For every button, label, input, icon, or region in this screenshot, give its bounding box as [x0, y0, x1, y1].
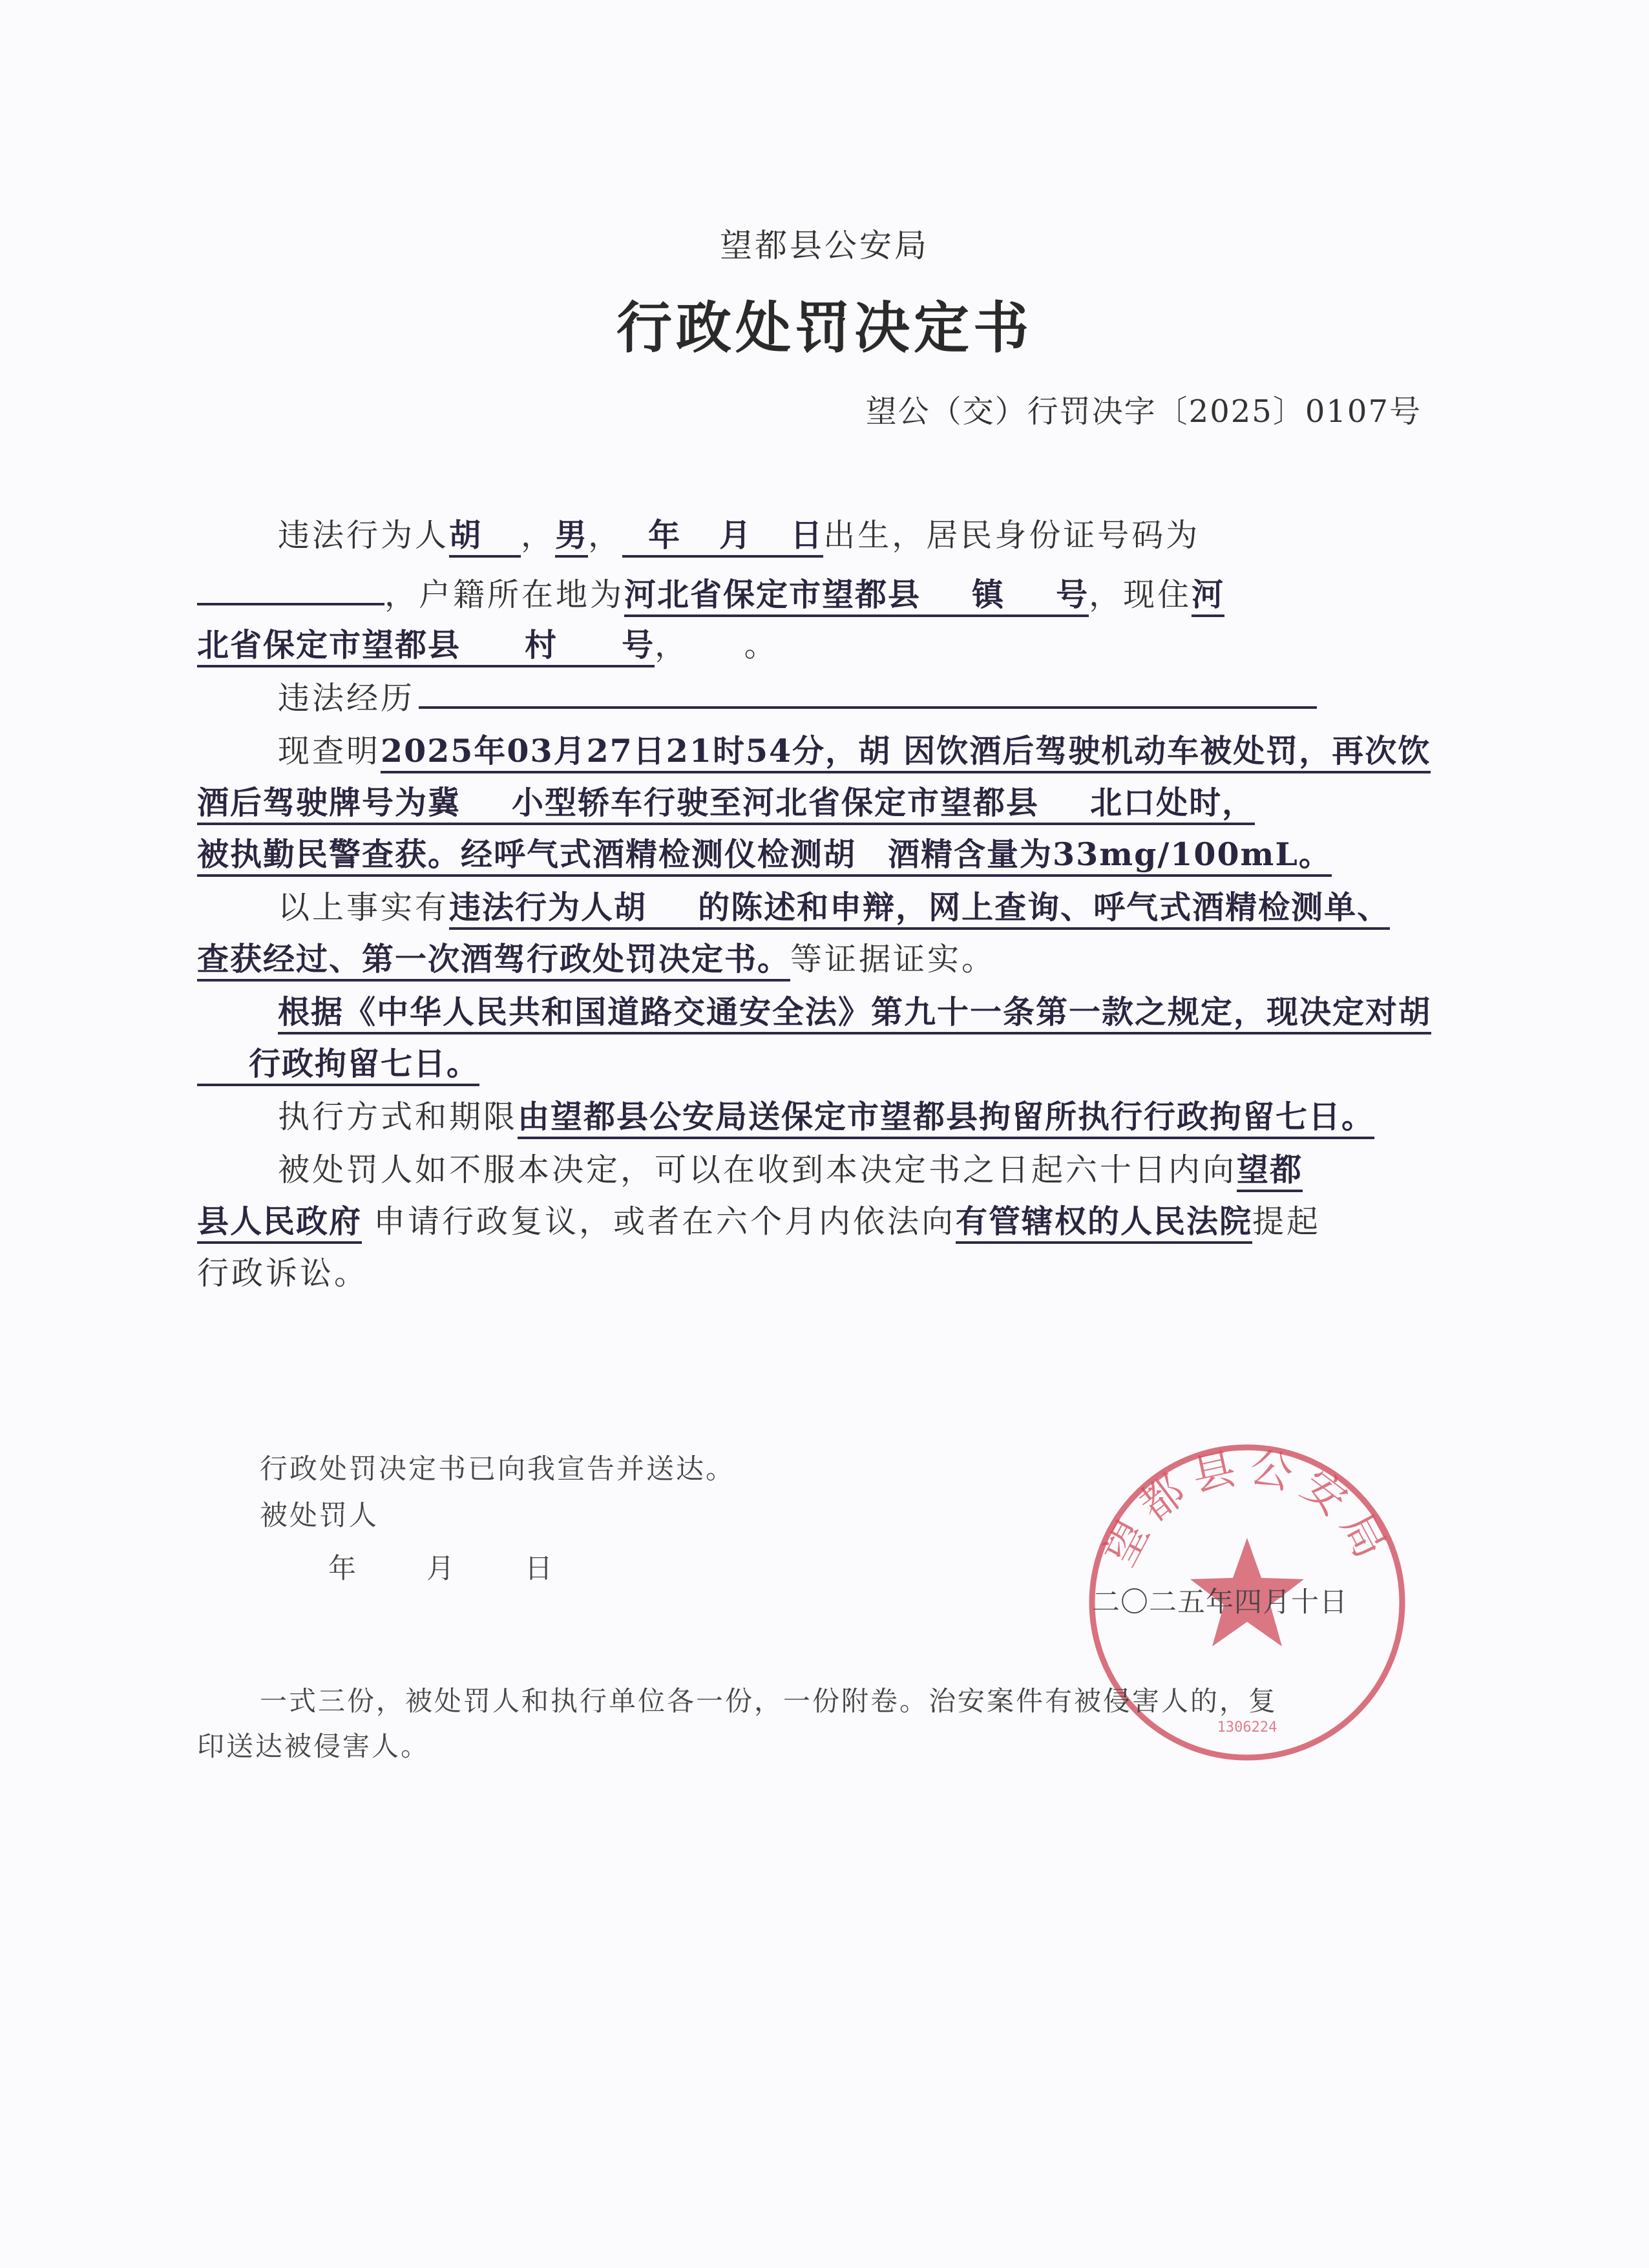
appeal-government-2: 县人民政府	[197, 1202, 362, 1244]
finding-text-3: 被执勤民警查获。经呼气式酒精检测仪检测胡 酒精含量为33mg/100mL。	[197, 835, 1332, 877]
evidence-text-2: 查获经过、第一次酒驾行政处罚决定书。	[197, 940, 790, 982]
finding-label: 现查明	[278, 733, 381, 770]
history-line	[278, 673, 1317, 719]
residence-label: ，现住	[1089, 576, 1192, 613]
offender-line: 违法行为人胡 ，男， 年 月 日出生，居民身份证号码为	[278, 510, 1200, 556]
basis-text-1: 根据《中华人民共和国道路交通安全法》第九十一条第一款之规定，现决定对胡	[278, 993, 1431, 1034]
id-number-blank	[197, 573, 384, 605]
appeal-text-2: 申请行政复议，或者在六个月内依法向	[373, 1203, 956, 1240]
ack-day: 日	[525, 1553, 554, 1585]
appeal-text-1: 被处罚人如不服本决定，可以在收到本决定书之日起六十日内向	[278, 1151, 1237, 1188]
copies-note-line-1: 一式三份，被处罚人和执行单位各一份，一份附卷。治安案件有被侵害人的，复	[260, 1685, 1278, 1717]
issue-date: 二〇二五年四月十日	[1092, 1586, 1348, 1619]
evidence-label: 以上事实有	[278, 889, 450, 926]
execution-label: 执行方式和期限	[278, 1098, 518, 1135]
evidence-suffix: 等证据证实。	[790, 941, 996, 978]
residence-line: 北省保定市望都县 村 号， 。	[197, 620, 779, 666]
residence-address-start: 河	[1192, 576, 1224, 617]
issuing-authority: 望都县公安局	[720, 227, 929, 264]
offender-name: 胡	[449, 516, 521, 558]
seal-text: 望都县公安局	[1095, 1442, 1400, 1574]
seal-number: 1306224	[1217, 1719, 1277, 1736]
finding-line-1	[278, 726, 1431, 772]
appeal-line-3	[197, 1248, 368, 1294]
history-blank	[419, 677, 1317, 709]
appeal-line-1	[278, 1145, 1303, 1190]
appeal-court: 有管辖权的人民法院	[956, 1202, 1252, 1244]
household-line	[197, 570, 1224, 615]
ack-month: 月	[426, 1553, 456, 1585]
evidence-line-1	[278, 883, 1390, 928]
finding-line-3	[197, 830, 1332, 875]
basis-line-1	[278, 987, 1431, 1033]
finding-text-1: 2025年03月27日21时54分，胡 因饮酒后驾驶机动车被处罚，再次饮	[381, 732, 1431, 773]
appeal-text-3: 提起	[1252, 1203, 1321, 1240]
basis-line-2	[197, 1039, 479, 1084]
copies-note-line-2: 印送达被侵害人。	[197, 1730, 430, 1762]
household-address: 河北省保定市望都县 镇 号	[624, 576, 1089, 617]
document-number: 望公（交）行罚决字〔2025〕0107号	[865, 394, 1422, 430]
evidence-line-2	[197, 934, 996, 980]
residence-address: 北省保定市望都县 村 号	[197, 626, 655, 667]
offender-label: 违法行为人	[278, 517, 450, 554]
appeal-line-2	[197, 1197, 1321, 1242]
offender-gender: 男	[555, 516, 588, 558]
appeal-text-4: 行政诉讼。	[197, 1255, 369, 1292]
birth-id-label: 出生，居民身份证号码为	[823, 517, 1201, 554]
finding-text-2: 酒后驾驶牌号为冀 小型轿车行驶至河北省保定市望都县 北口处时，	[197, 784, 1255, 825]
finding-line-2	[197, 778, 1255, 823]
ack-year: 年	[328, 1553, 358, 1585]
execution-text: 由望都县公安局送保定市望都县拘留所执行行政拘留七日。	[518, 1098, 1374, 1139]
evidence-text-1: 违法行为人胡 的陈述和申辩，网上查询、呼气式酒精检测单、	[449, 888, 1390, 930]
basis-text-2: 行政拘留七日。	[197, 1045, 479, 1086]
offender-birthdate: 年 月 日	[622, 516, 823, 558]
history-label: 违法经历	[278, 680, 415, 717]
household-label: ，户籍所在地为	[384, 576, 625, 613]
recipient-label: 被处罚人	[260, 1500, 379, 1532]
separator: ，	[521, 517, 556, 554]
execution-line	[278, 1092, 1374, 1137]
appeal-government-1: 望都	[1237, 1151, 1303, 1192]
document-title: 行政处罚决定书	[616, 295, 1033, 361]
service-acknowledgement: 行政处罚决定书已向我宣告并送达。	[260, 1453, 735, 1486]
